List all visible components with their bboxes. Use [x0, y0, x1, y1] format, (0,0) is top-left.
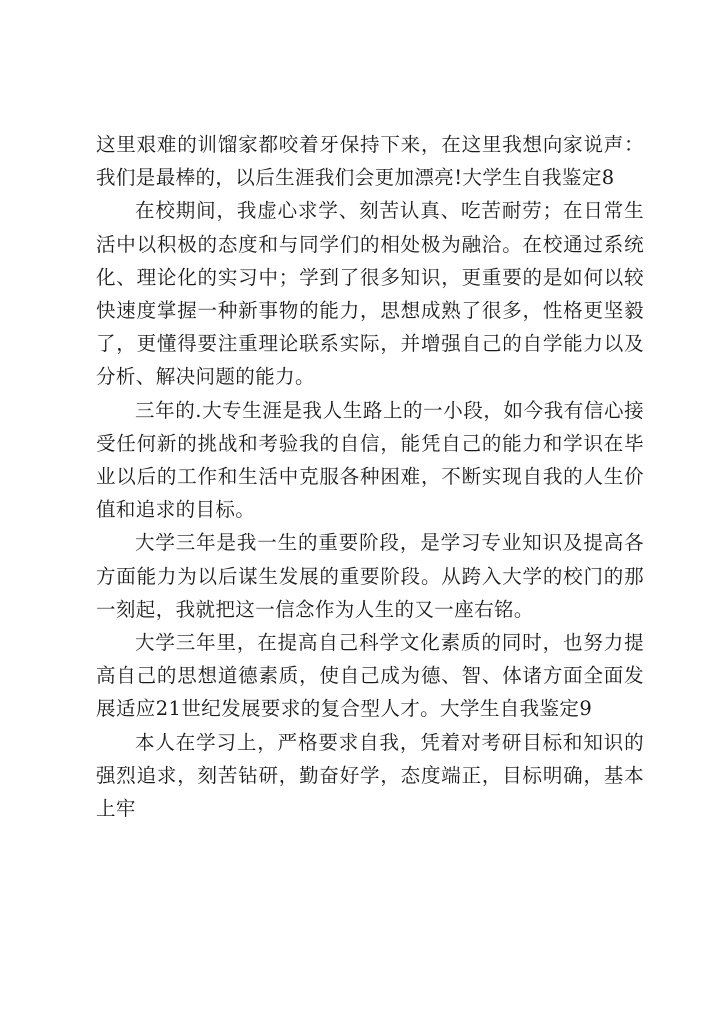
paragraph-important-stage: 大学三年是我一生的重要阶段，是学习专业知识及提高各方面能力为以后谋生发展的重要阶段。从跨入大学的校门的那一刻起，我就把这一信念作为人生的又一座右铭。	[96, 531, 644, 621]
paragraph-study: 本人在学习上，严格要求自我，凭着对考研目标和知识的强烈追求，刻苦钻研，勤奋好学，态度端正，目标明确，基本上牢	[96, 730, 644, 821]
paragraph-school-period: 在校期间，我虚心求学、刻苦认真、吃苦耐劳；在日常生活中以积极的态度和与同学们的相处极为融洽。在校通过系统化、理论化的实习中；学到了很多知识，更重要的是如何以较快速度掌握一种新事物的能力，思想成熟了很多，性格更坚毅了，更懂得要注重理论联系实际，并增强自己的自学能力以及分析、解决问题的能力。	[96, 199, 644, 389]
paragraph-quality: 大学三年里，在提高自己科学文化素质的同时，也努力提高自己的思想道德素质，使自己成为德、智、体诸方面全面发展适应21世纪发展要求的复合型人才。大学生自我鉴定9	[96, 631, 644, 721]
paragraph-three-years: 三年的.大专生涯是我人生路上的一小段，如今我有信心接受任何新的挑战和考验我的自信，能凭自己的能力和学识在毕业以后的工作和生活中克服各种困难，不断实现自我的人生价值和追求的目标。	[96, 398, 644, 522]
paragraph-continuation: 这里艰难的训馏家都咬着牙保持下来，在这里我想向家说声：我们是最棒的，以后生涯我们会更加漂亮!大学生自我鉴定8	[96, 133, 644, 190]
document-body	[96, 128, 644, 825]
